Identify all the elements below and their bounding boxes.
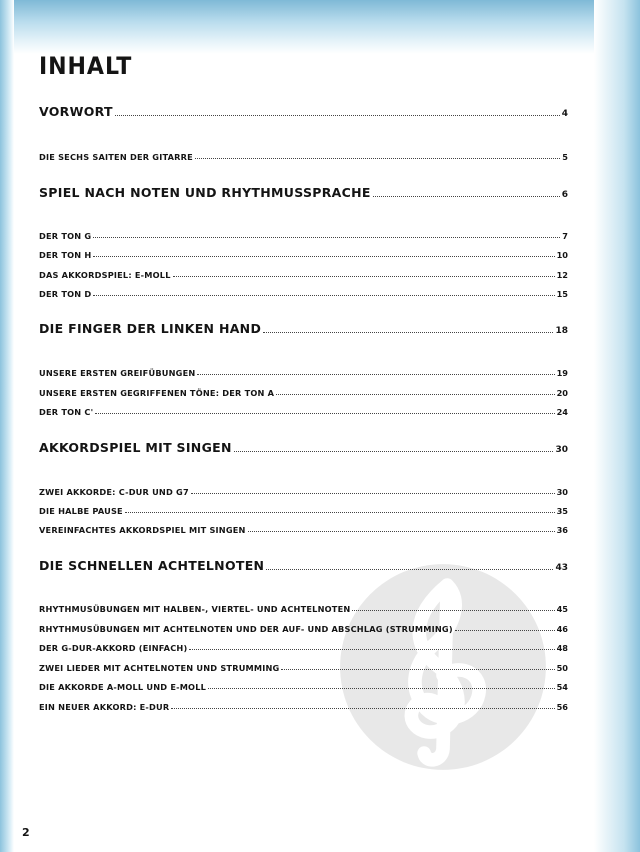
toc-entry-c-dur-g7[interactable] — [39, 481, 568, 497]
toc-entry-page: 30 — [556, 487, 568, 497]
dot-leader — [263, 332, 553, 333]
dot-leader — [195, 158, 560, 159]
toc-entry-a-moll-e-moll[interactable] — [39, 676, 568, 692]
dot-leader — [352, 610, 554, 611]
dot-leader — [93, 256, 554, 257]
toc-entry-page: 54 — [556, 682, 568, 692]
dot-leader — [455, 630, 555, 631]
toc-entry-title: AKKORDSPIEL MIT SINGEN — [39, 440, 232, 455]
toc-entry-page: 36 — [556, 525, 568, 535]
toc-entry-page: 24 — [556, 407, 568, 417]
dot-leader — [234, 451, 554, 452]
toc-entry-title: SPIEL NACH NOTEN UND RHYTHMUSSPRACHE — [39, 185, 371, 200]
toc-entry-title: DIE SECHS SAITEN DER GITARRE — [39, 152, 193, 162]
toc-entry-e-moll[interactable] — [39, 264, 568, 280]
dot-leader — [191, 493, 555, 494]
toc-entry-saiten[interactable] — [39, 146, 568, 162]
toc-entry-page: 7 — [562, 231, 568, 241]
right-border-band — [594, 0, 640, 852]
toc-entry-vereinfachtes[interactable] — [39, 519, 568, 535]
toc-entry-title: DER TON H — [39, 250, 92, 260]
dot-leader — [115, 115, 560, 116]
toc-entry-title: RHYTHMUSÜBUNGEN MIT HALBEN-, VIERTEL- UND ACHTELNOTEN — [39, 604, 351, 614]
toc-entry-e-dur[interactable] — [39, 696, 568, 712]
toc-entry-ton-d[interactable] — [39, 283, 568, 299]
toc-entry-title: UNSERE ERSTEN GREIFÜBUNGEN — [39, 368, 196, 378]
dot-leader — [189, 649, 554, 650]
toc-entry-spiel-nach-noten[interactable] — [39, 184, 568, 200]
toc-entry-page: 5 — [562, 152, 568, 162]
toc-entry-achtelnoten[interactable] — [39, 557, 568, 573]
toc-entry-title: DIE SCHNELLEN ACHTELNOTEN — [39, 558, 265, 573]
toc-entry-greifuebungen[interactable] — [39, 362, 568, 378]
toc-entry-page: 4 — [561, 109, 568, 119]
toc-entry-title: DER TON G — [39, 231, 92, 241]
toc-entry-page: 12 — [556, 270, 568, 280]
page-number: 2 — [22, 826, 30, 839]
toc-entry-page: 15 — [556, 289, 568, 299]
dot-leader — [248, 531, 555, 532]
page-title: INHALT — [39, 52, 133, 80]
toc-entry-ton-a[interactable] — [39, 382, 568, 398]
toc-entry-rhythmus-2[interactable] — [39, 618, 568, 634]
toc-entry-page: 45 — [556, 604, 568, 614]
dot-leader — [266, 569, 553, 570]
dot-leader — [373, 196, 560, 197]
toc-entry-page: 48 — [556, 643, 568, 653]
toc-entry-title: UNSERE ERSTEN GEGRIFFENEN TÖNE: DER TON A — [39, 388, 275, 398]
toc-entry-page: 50 — [556, 663, 568, 673]
toc-entry-title: DER G-DUR-AKKORD (EINFACH) — [39, 643, 188, 653]
dot-leader — [173, 276, 555, 277]
dot-leader — [125, 512, 555, 513]
toc-entry-title: DIE FINGER DER LINKEN HAND — [39, 321, 262, 336]
top-border-band — [0, 0, 640, 54]
toc-entry-vorwort[interactable] — [39, 103, 568, 119]
dot-leader — [93, 295, 554, 296]
toc-entry-ton-h[interactable] — [39, 244, 568, 260]
dot-leader — [93, 237, 560, 238]
toc-entry-page: 10 — [556, 250, 568, 260]
toc-entry-g-dur[interactable] — [39, 637, 568, 653]
dot-leader — [171, 708, 554, 709]
toc-entry-ton-g[interactable] — [39, 225, 568, 241]
toc-entry-page: 30 — [555, 445, 568, 455]
dot-leader — [276, 394, 554, 395]
toc-entry-title: DIE HALBE PAUSE — [39, 506, 123, 516]
toc-entry-title: EIN NEUER AKKORD: E-DUR — [39, 702, 170, 712]
toc-entry-halbe-pause[interactable] — [39, 500, 568, 516]
toc-entry-title: ZWEI AKKORDE: C-DUR UND G7 — [39, 487, 189, 497]
dot-leader — [281, 669, 554, 670]
dot-leader — [208, 688, 555, 689]
toc-entry-page: 35 — [556, 506, 568, 516]
toc-entry-title: DER TON D — [39, 289, 92, 299]
dot-leader — [95, 413, 554, 414]
toc-entry-page: 6 — [561, 190, 568, 200]
toc-entry-page: 43 — [555, 563, 568, 573]
toc-entry-title: DER TON C' — [39, 407, 94, 417]
dot-leader — [197, 374, 554, 375]
toc-entry-page: 46 — [556, 624, 568, 634]
toc-entry-page: 18 — [555, 326, 568, 336]
toc-entry-page: 56 — [556, 702, 568, 712]
toc-entry-title: DAS AKKORDSPIEL: E-MOLL — [39, 270, 171, 280]
toc-entry-title: DIE AKKORDE A-MOLL UND E-MOLL — [39, 682, 207, 692]
toc-entry-page: 19 — [556, 368, 568, 378]
toc-entry-title: VORWORT — [39, 104, 113, 119]
toc-entry-zwei-lieder[interactable] — [39, 657, 568, 673]
toc-entry-linke-hand[interactable] — [39, 320, 568, 336]
toc-entry-title: VEREINFACHTES AKKORDSPIEL MIT SINGEN — [39, 525, 246, 535]
toc-entry-akkordspiel[interactable] — [39, 439, 568, 455]
toc-entry-rhythmus-1[interactable] — [39, 598, 568, 614]
left-border-band — [0, 0, 14, 852]
toc-entry-title: RHYTHMUSÜBUNGEN MIT ACHTELNOTEN UND DER AUF- UND ABSCHLAG (STRUMMING) — [39, 624, 453, 634]
toc-entry-title: ZWEI LIEDER MIT ACHTELNOTEN UND STRUMMING — [39, 663, 280, 673]
toc-entry-ton-c[interactable] — [39, 401, 568, 417]
toc-entry-page: 20 — [556, 388, 568, 398]
